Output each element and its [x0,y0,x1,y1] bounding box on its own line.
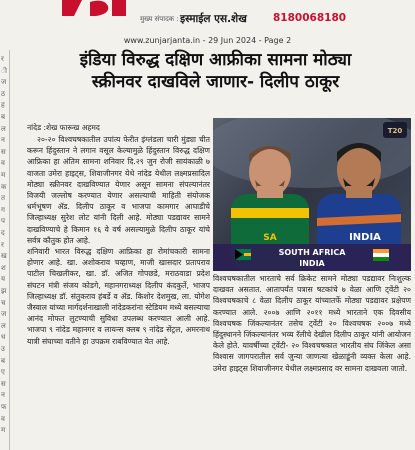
article-body-left [27,134,210,450]
fragment-char: म [1,171,6,179]
article-body-right [213,273,411,450]
fragment-char: ध [1,333,6,342]
fragment-char: उ [1,345,5,353]
t20-badge [383,122,407,138]
headline-line-1: इंडिया विरुद्ध दक्षिण आफ्रीका सामना मोठ्या [79,50,352,70]
fragment-char: ब [1,356,5,365]
newspaper-logo [60,0,128,18]
banner-team-1: SOUTH AFRICA [278,248,346,257]
match-banner [213,244,411,271]
article-headline [18,49,413,93]
fragment-char: त [1,194,5,203]
fragment-char: ठ [1,89,6,98]
players-illustration [213,118,411,271]
fragment-char: ज [1,78,7,87]
fragment-char: व [1,159,5,168]
editor-label: मुख्य संपादक : [140,15,179,23]
fragment-char: झ [1,287,7,295]
fragment-char: क [1,182,7,191]
fragment-char: र [1,55,4,63]
fragment-char: न [1,391,5,400]
fragment-char: ए [1,368,5,377]
fragment-char: श [1,263,6,272]
t20-badge-text: T20 [387,127,403,135]
fragment-char: द [1,229,5,237]
fragment-char: ज [1,310,7,319]
fragment-char: ी [1,66,7,75]
fragment-char: व [1,414,5,423]
match-photo [213,118,411,271]
fragment-char: प [1,217,5,226]
fragment-char: ग [1,205,5,214]
body-paragraph: २०-२० विश्वचषकातील उपांत्य फेरीत इंग्लंडला चारी मुंड्या चीत करून हिंदुस्तान ने लगान वसूल केल्यामुळे हिंदुस्तान विरुद्ध दक्षिण आफ्रिका हा अंतिम सामना शनिवार दि.२९ जुन रोजी सायंकाळी ७ वाजता उमेरा हाइट्स, शिवाजीनगर येथे नांदेड येथील लक्ष्मप्रसादिल मोठ्या स्क्रीनवर दाखविण्यात येणार असून सामना संपल्यानंतर विजयी जल्लोष करण्यात येणार असल्याची माहिती संयोजक धर्मभूषण ॲड. दिलीप ठाकूर व भाजपा कामगार आघाडीचे जिल्हाध्यक्ष सुरेश लोट यांनी दिली आहे. मोठ्या पडद्यावर सामने दाखविण्याचे हे किमान १६ वे वर्ष असल्यामुळे दिलीप ठाकूर यांचे सर्वत्र कौतुक होत आहे. [27,135,210,245]
fragment-char: ल [1,124,6,133]
body-paragraph: विश्वचषकातील भारताचे सर्व क्रिकेट सामने मोठ्या पडद्यावर निःशुल्क दाखवत असतात. आतापर्यंत पत्रास षटकांचे ७ वेळा आणि ट्वेंटी २० विश्वचषकाचे ८ वेळा दिलीप ठाकूर यांच्यातर्फे मोठ्या पडद्यावर प्रक्षेपण करण्यात आले. २००७ आणि २०११ मध्ये भारताने एक दिवसीय विश्वचषक जिंकल्यानंतर तसेच ट्वेंटी २० विश्वचषक २००७ मध्ये हिंदुस्थानने जिंकल्यानंतर भव्य रॅलीचे देखील दिलीप ठाकूर यांनी आयोजन केले होते. यावर्षीच्या ट्वेंटी- २० विश्वचषकात भारतीय संघ जिंकेल असा विश्वास जागपरातील सर्व जुन्या जाणत्या खेळाडूंनी व्यक्त केला आहे. उमेरा हाइट्स शिवाजीनगर येथील लक्ष्मप्रसाद वर सामना दाखवला जातो. [213,274,411,373]
fragment-char: फ [1,403,7,411]
body-paragraph: शनिवारी भारत विरुद्ध दक्षिण आफ्रिका हा रोमांचकारी सामना होणार आहे. खा. अशोकराव चव्हाण, माजी खासदार प्रतापराव पाटील चिखलीकर, खा. डॉ. अजित गोपछडे, मराठवाडा प्रदेश संघटन मंत्री संजय कोडगे, महानगराध्यक्ष दिलीप कंदकुर्ते, भाजप जिल्हाध्यक्ष डॉ. संतुकराव हंबर्डे व ॲड. किशोर देशमुख, ला. योगेश जैस्वाल यांच्या मार्गदर्शनाखाली नांदेडकरांना स्टेडियम मध्ये बसल्याचा आनंद मोफत लुटण्याची सुविधा उपलब्ध करण्यात आली आहे. भाजपा ९ नांदेड महानगर व लायन्स क्लब ९ नांदेड सेंट्रल, अमरनाथ यात्री संघाच्या वतीने हा उपक्रम राबविण्यात येत आहे. [27,247,210,346]
website-date-page-line: www.zunjarjanta.in - 29 Jun 2024 - Page 2 [123,36,292,45]
fragment-char: म [1,426,6,435]
editor-phone: 8180068180 [273,12,347,24]
fragment-char: ह [1,101,5,110]
fragment-char: न [1,136,5,145]
banner-team-2: INDIA [299,259,325,268]
byline: नांदेड :शेख फारूख अहमद [27,123,100,132]
fragment-char: स [1,147,6,156]
fragment-char: य [1,275,6,284]
fragment-char: ब [1,113,5,121]
headline-line-2: स्क्रीनवर दाखविले जाणार- दिलीप ठाकूर [91,72,340,92]
fragment-char: ल [1,321,6,330]
fragment-char: ख [1,252,7,261]
fragment-char: र [1,240,4,249]
fragment-char: स [1,379,6,388]
sa-jersey-text: SA [263,233,277,243]
india-jersey-text: INDIA [349,232,381,243]
fragment-char: च [1,298,6,307]
previous-article-fragment [0,50,10,450]
editor-name: इस्माईल एस.शेख [180,13,247,25]
india-flag-icon [373,249,389,253]
